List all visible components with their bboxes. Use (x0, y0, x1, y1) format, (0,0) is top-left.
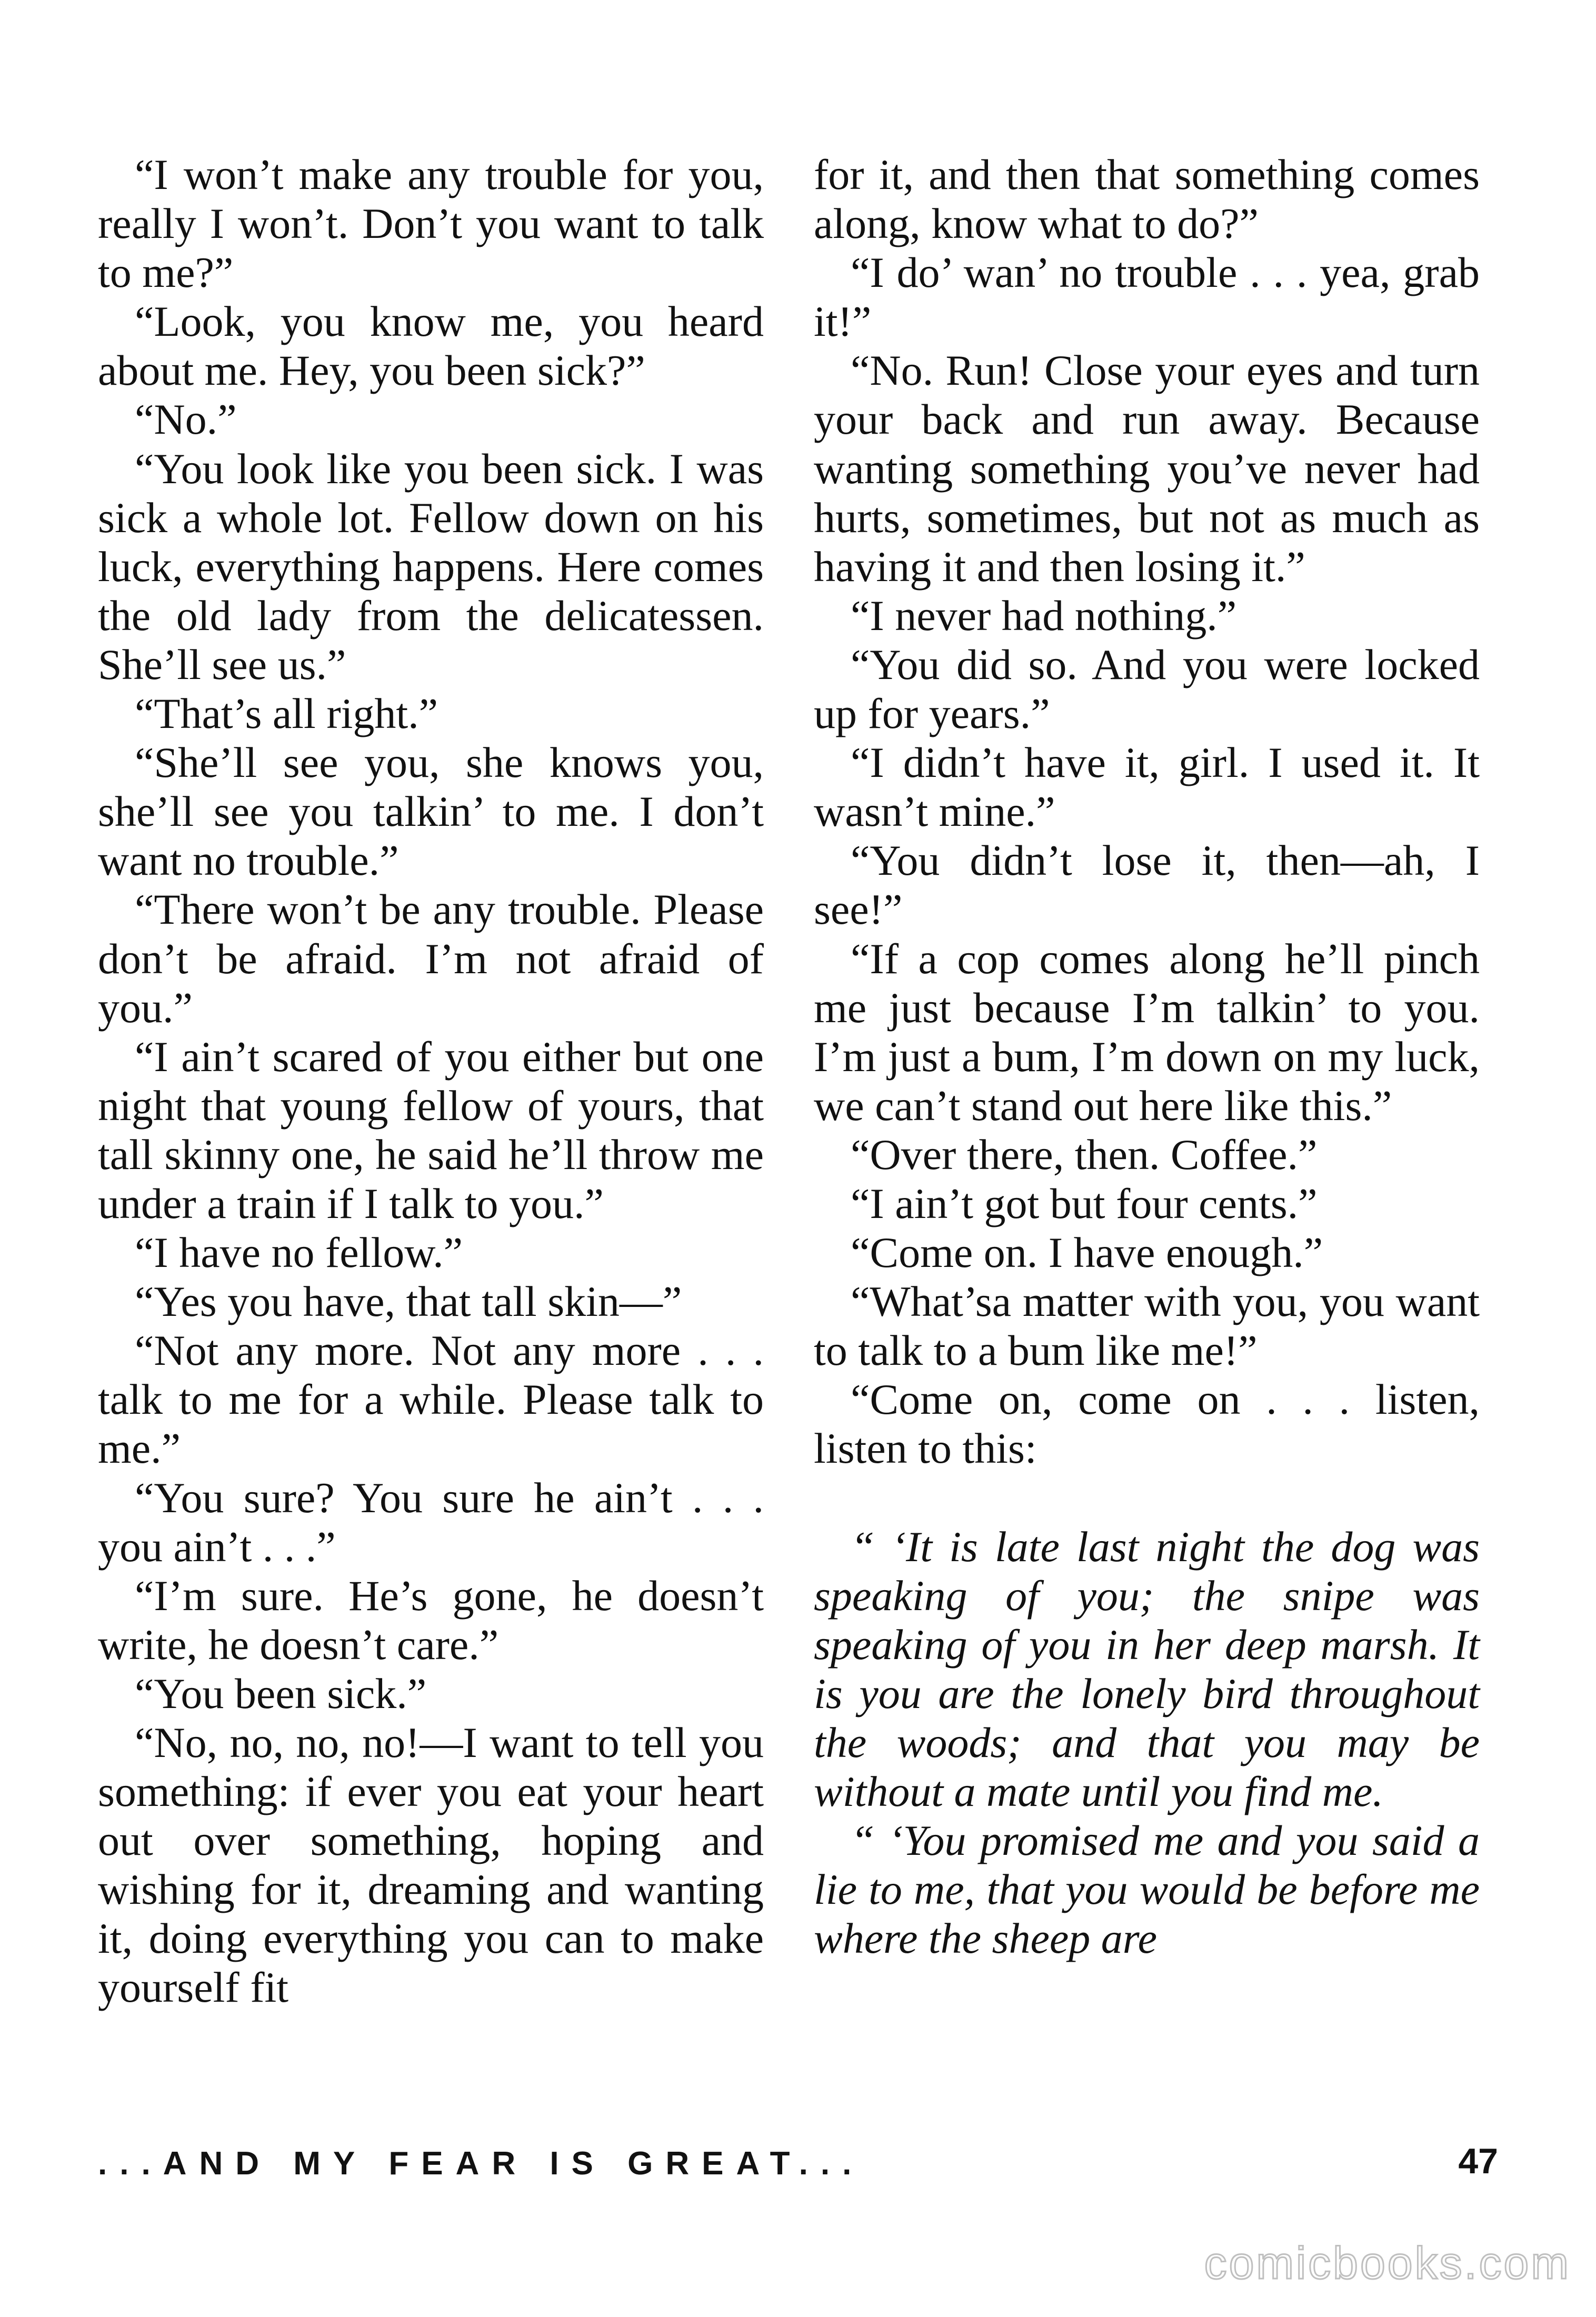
paragraph: “I ain’t got but four cents.” (851, 1179, 1318, 1227)
paragraph: “You didn’t lose it, then—ah, I see!” (814, 836, 1480, 934)
paragraph: “That’s all right.” (135, 690, 438, 738)
site-watermark: comicbooks.com (1204, 2238, 1571, 2289)
paragraph: “I ain’t scared of you either but one night that young fellow of yours, that tall skinny one, he said he’ll throw me under a train if I talk to you.” (98, 1032, 764, 1227)
paragraph: “You did so. And you were locked up for years.” (814, 640, 1480, 738)
text-column-right (814, 150, 1480, 1963)
paragraph: “No, no, no, no!—I want to tell you something: if ever you eat your heart out over something, hoping and wishing for it, dreaming and wanting it, doing everything you can to make yourself fit (98, 1719, 764, 2012)
quoted-verse: “ ‘You promised me and you said a lie to me, that you would be before me where the sheep are (814, 1816, 1480, 1963)
page-number: 47 (1458, 2141, 1498, 2181)
paragraph: “No. Run! Close your eyes and turn your back and run away. Because wanting something you’ve never had hurts, sometimes, but not as much as having it and then losing it.” (814, 346, 1480, 591)
running-title: ...AND MY FEAR IS GREAT... (98, 2145, 864, 2182)
text-column-left (98, 150, 764, 2012)
paragraph: “Yes you have, that tall skin—” (135, 1277, 682, 1326)
paragraph: “Over there, then. Coffee.” (851, 1130, 1318, 1179)
paragraph: “I never had nothing.” (851, 591, 1237, 640)
paragraph: “I do’ wan’ no trouble . . . yea, grab it!” (814, 248, 1480, 346)
paragraph: “I didn’t have it, girl. I used it. It wasn’t mine.” (814, 738, 1480, 836)
paragraph: “I’m sure. He’s gone, he doesn’t write, he doesn’t care.” (98, 1571, 764, 1669)
paragraph: “I have no fellow.” (135, 1229, 463, 1277)
paragraph: “You sure? You sure he ain’t . . . you ain’t . . .” (98, 1473, 764, 1571)
paragraph: “You look like you been sick. I was sick a whole lot. Fellow down on his luck, everything happens. Here comes the old lady from the delicatessen. She’ll see us.” (98, 444, 764, 688)
page-footer (98, 2141, 1498, 2198)
paragraph: “No.” (135, 395, 237, 444)
paragraph: “You been sick.” (135, 1669, 427, 1717)
paragraph: “Come on, come on . . . listen, listen to this: (814, 1375, 1480, 1473)
paragraph: “What’sa matter with you, you want to talk to a bum like me!” (814, 1277, 1480, 1375)
quoted-verse: “ ‘It is late last night the dog was speaking of you; the snipe was speaking of you in her deep marsh. It is you are the lonely bird throughout the woods; and that you may be without a mate until you find me. (814, 1522, 1480, 1815)
paragraph: “Come on. I have enough.” (851, 1229, 1323, 1277)
paragraph: “Look, you know me, you heard about me. Hey, you been sick?” (98, 297, 764, 395)
paragraph: “I won’t make any trouble for you, really I won’t. Don’t you want to talk to me?” (98, 151, 764, 297)
paragraph: “She’ll see you, she knows you, she’ll see you talkin’ to me. I don’t want no trouble.” (98, 738, 764, 885)
blank-line (814, 1473, 1480, 1522)
paragraph: “There won’t be any trouble. Please don’t be afraid. I’m not afraid of you.” (98, 885, 764, 1032)
paragraph: “If a cop comes along he’ll pinch me just because I’m talkin’ to you. I’m just a bum, I’m down on my luck, we can’t stand out here like this.” (814, 934, 1480, 1130)
paragraph: “Not any more. Not any more . . . talk to me for a while. Please talk to me.” (98, 1326, 764, 1473)
paragraph-continued: for it, and then that something comes along, know what to do?” (814, 151, 1480, 248)
